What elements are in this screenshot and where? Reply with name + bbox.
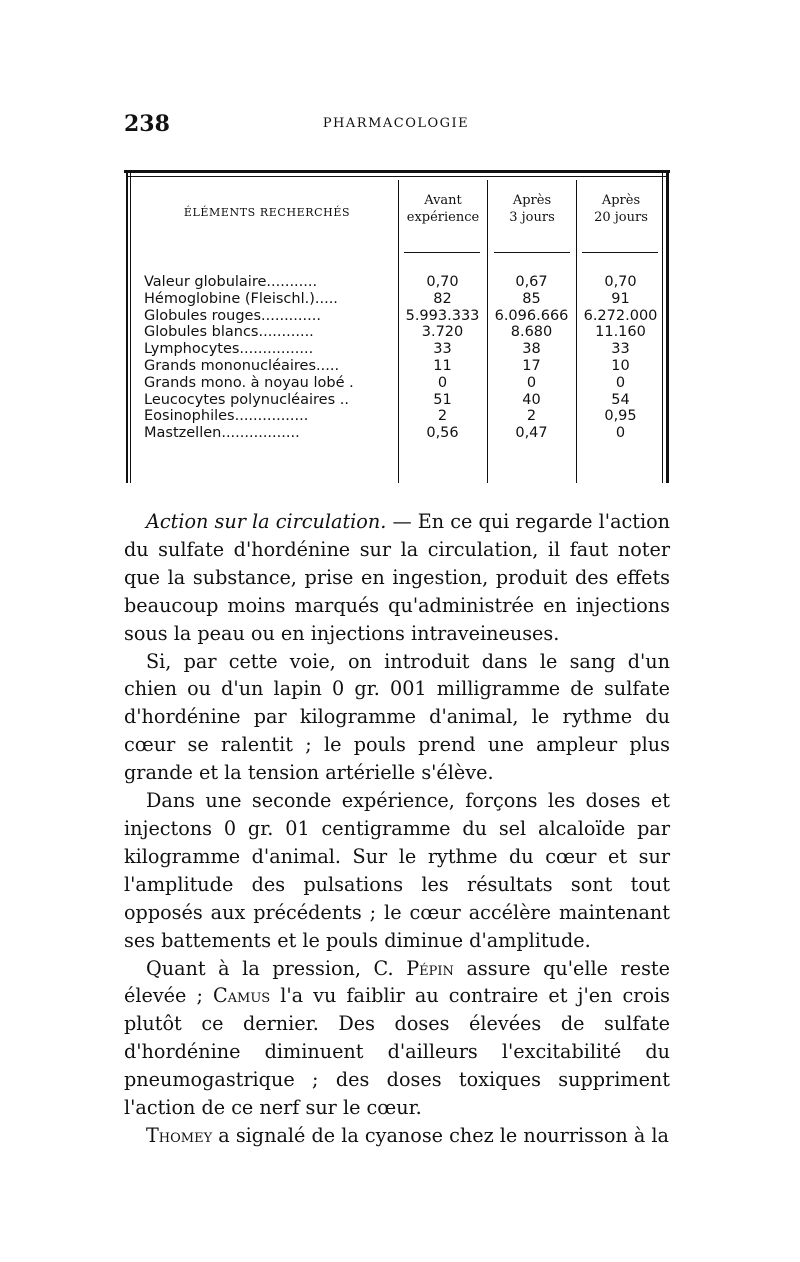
table-body: [124, 274, 670, 442]
cell-before: 11: [433, 357, 452, 374]
header-line: Après: [512, 193, 552, 208]
row-label: Grands mono. à noyau lobé .: [144, 374, 354, 391]
section-title: Action sur la circulation.: [146, 510, 387, 533]
table-row: [124, 291, 670, 308]
cell-before: 3.720: [421, 324, 464, 341]
paragraph-first-experiment: Si, par cette voie, on introduit dans le sang d'un chien ou d'un lapin 0 gr. 001 milligramme de sulfate d'hordénine par kilogramme d'animal, le rythme du cœur se ralentit ; le pouls prend une ampleur plus grande et la tension artérielle s'élève.: [124, 649, 670, 785]
table-row: [124, 375, 670, 392]
table-header-after-3-days: [489, 192, 575, 226]
cell-after-3-days: 0,67: [515, 274, 548, 290]
row-label: Mastzellen.................: [144, 425, 300, 442]
cell-after-3-days: 40: [522, 391, 541, 408]
cell-before: 33: [433, 341, 452, 358]
blood-count-table: [124, 170, 670, 483]
cell-after-20-days: 0: [615, 425, 626, 442]
header-line: expérience: [406, 210, 480, 225]
cell-after-20-days: 54: [611, 391, 630, 408]
cell-after-3-days: 0: [526, 374, 537, 391]
row-label: Hémoglobine (Fleischl.).....: [144, 290, 338, 307]
header-line: Avant: [424, 193, 462, 208]
table-row: [124, 425, 670, 442]
cell-after-20-days: 91: [611, 290, 630, 307]
paragraph-text: l'a vu faiblir au contraire et j'en crois plutôt ce dernier. Des doses élevées de sulfate d'hordénine diminuent d'ailleurs l'excitabilité du pneumogastrique ; des doses toxiques suppriment l'action de ce nerf sur le cœur.: [124, 984, 670, 1120]
row-label: Leucocytes polynucléaires ..: [144, 391, 349, 408]
table-header-before: [400, 192, 486, 226]
cell-after-20-days: 11.160: [595, 324, 646, 341]
body-text: [124, 508, 670, 1150]
paragraph-text: Quant à la pression, C.: [146, 956, 407, 980]
cell-before: 51: [433, 391, 452, 408]
table-row: [124, 274, 670, 291]
page-number: 238: [124, 111, 170, 137]
page-header: [124, 111, 668, 141]
table-header-after-20-days: [578, 192, 664, 226]
header-underline: [494, 252, 570, 253]
paragraph-text: — En ce qui regarde l'action du sulfate d'hordénine sur la circulation, il faut noter que la substance, prise en ingestion, produit des effets beaucoup moins marqués qu'administrée en injections sous la peau ou en injections intraveineuses.: [124, 510, 671, 645]
cell-after-20-days: 10: [611, 357, 630, 374]
paragraph-cyanosis: [124, 1122, 670, 1150]
cell-before: 2: [437, 408, 448, 425]
cell-before: 5.993.333: [405, 307, 480, 324]
cell-before: 0: [437, 374, 448, 391]
cell-after-20-days: 0: [615, 374, 626, 391]
running-title: PHARMACOLOGIE: [322, 116, 470, 131]
author-name: Pépin: [406, 956, 454, 980]
cell-after-3-days: 2: [526, 408, 537, 425]
row-label: Eosinophiles................: [144, 408, 309, 425]
header-line: 20 jours: [594, 210, 648, 225]
cell-after-20-days: 0,70: [604, 274, 637, 290]
cell-after-3-days: 17: [522, 357, 541, 374]
cell-after-20-days: 6.272.000: [583, 307, 658, 324]
cell-after-3-days: 38: [522, 341, 541, 358]
cell-before: 0,56: [426, 425, 459, 442]
header-line: Après: [601, 193, 641, 208]
row-label: Globules rouges.............: [144, 307, 321, 324]
paragraph-text: assure qu'elle reste élevée ;: [124, 956, 670, 1008]
row-label: Globules blancs............: [144, 324, 314, 341]
paragraph-pressure: [124, 955, 670, 1122]
cell-after-20-days: 33: [611, 341, 630, 358]
table-row: [124, 308, 670, 325]
cell-after-3-days: 6.096.666: [494, 307, 569, 324]
table-top-rule-thin: [126, 176, 668, 177]
paragraph-text: a signalé de la cyanose chez le nourrisson à la: [212, 1123, 669, 1147]
author-name: Camus: [212, 984, 271, 1008]
author-name: Thomey: [146, 1123, 213, 1147]
paragraph-second-experiment: Dans une seconde expérience, forçons les doses et injectons 0 gr. 01 centigramme du sel alcaloïde par kilogramme d'animal. Sur le rythme du cœur et sur l'amplitude des pulsations les résultats sont tout opposés aux précédents ; le cœur accélère maintenant ses battements et le pouls diminue d'amplitude.: [124, 789, 670, 952]
header-underline: [582, 252, 658, 253]
table-row: [124, 408, 670, 425]
cell-after-3-days: 8.680: [510, 324, 553, 341]
row-label: Lymphocytes................: [144, 341, 314, 358]
cell-after-3-days: 85: [522, 290, 541, 307]
table-row: [124, 358, 670, 375]
table-row: [124, 392, 670, 409]
paragraph-circulation: [124, 508, 670, 648]
header-line: 3 jours: [509, 210, 555, 225]
cell-after-3-days: 0,47: [515, 425, 548, 442]
header-underline: [404, 252, 480, 253]
cell-before: 82: [433, 290, 452, 307]
row-label: Valeur globulaire...........: [144, 274, 318, 290]
cell-before: 0,70: [426, 274, 459, 290]
table-row: [124, 324, 670, 341]
table-row: [124, 341, 670, 358]
row-label: Grands mononucléaires.....: [144, 357, 340, 374]
cell-after-20-days: 0,95: [604, 408, 637, 425]
table-top-rule: [124, 170, 670, 173]
table-header-label: ÉLÉMENTS RECHERCHÉS: [183, 206, 351, 219]
